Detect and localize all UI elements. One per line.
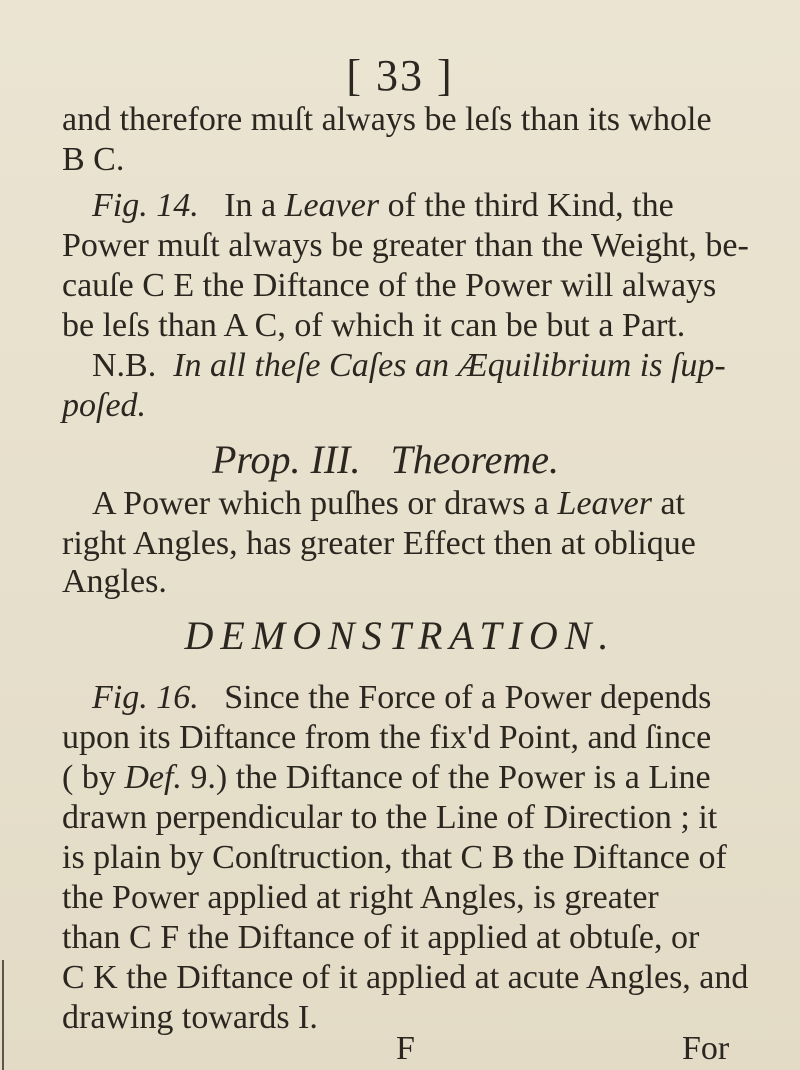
fig-16-label: Fig. 16. [92,679,199,716]
statement-line1-a: A Power which puſhes or draws a [92,485,550,522]
leaver-word-1: Leaver [284,187,380,224]
prop-title: Theoreme. [390,437,559,482]
para3-line1-rest: Since the Force of a Power depends [224,679,712,716]
para3-line-2: upon its Diftance from the fix'd Point, and ſince [62,719,712,756]
para2-line-2: Power muſt always be greater than the Weight, be- [62,227,749,264]
proposition-heading [212,436,559,483]
para3-line3-a: ( by [62,759,116,796]
para3-line-6: the Power applied at right Angles, is greater [62,879,659,916]
para3-line-7: than C F the Diftance of it applied at obtuſe, or [62,919,700,956]
para2-line1-b: of the third Kind, the [387,187,674,224]
para1-line-2: B C. [62,141,125,178]
note-text-1: In all theſe Caſes an Æquilibrium is ſup- [173,347,726,384]
prop-label: Prop. III. [212,437,361,482]
para2-line-3: cauſe C E the Diftance of the Power will always [62,267,717,304]
fig-14-label: Fig. 14. [92,187,199,224]
statement-line-2: right Angles, has greater Effect then at oblique [62,525,696,562]
note-prefix: N.B. [92,347,157,384]
para1-line-1: and therefore muſt always be leſs than its whole [62,101,712,138]
para2-line-4: be leſs than A C, of which it can be but a Part. [62,307,686,344]
catchword: For [682,1030,730,1067]
demonstration-heading: DEMONSTRATION. [184,613,616,658]
note-line-2: poſed. [62,387,147,424]
leaver-word-2: Leaver [557,485,652,522]
para3-line-3 [62,756,711,800]
statement-line-1 [92,482,685,526]
para3-line-8: C K the Diftance of it applied at acute Angles, and [62,959,749,996]
para2-line-1 [92,184,674,228]
para3-line-9: drawing towards I. [62,999,318,1036]
para3-line-5: is plain by Conſtruction, that C B the Diftance of [62,839,727,876]
para3-line-4: drawn perpendicular to the Line of Direction ; it [62,799,718,836]
para2-line1-a: In a [224,187,277,224]
def-ref: Def. [124,759,182,796]
note-line-1 [92,344,726,388]
page-edge-line [2,960,4,1070]
signature-mark: F [396,1030,415,1067]
statement-line-3: Angles. [62,563,167,600]
statement-line1-b: at [660,485,685,522]
page-number: [ 33 ] [346,51,454,100]
para3-line3-b: 9.) the Diftance of the Power is a Line [190,759,711,796]
para3-line-1 [92,676,711,720]
